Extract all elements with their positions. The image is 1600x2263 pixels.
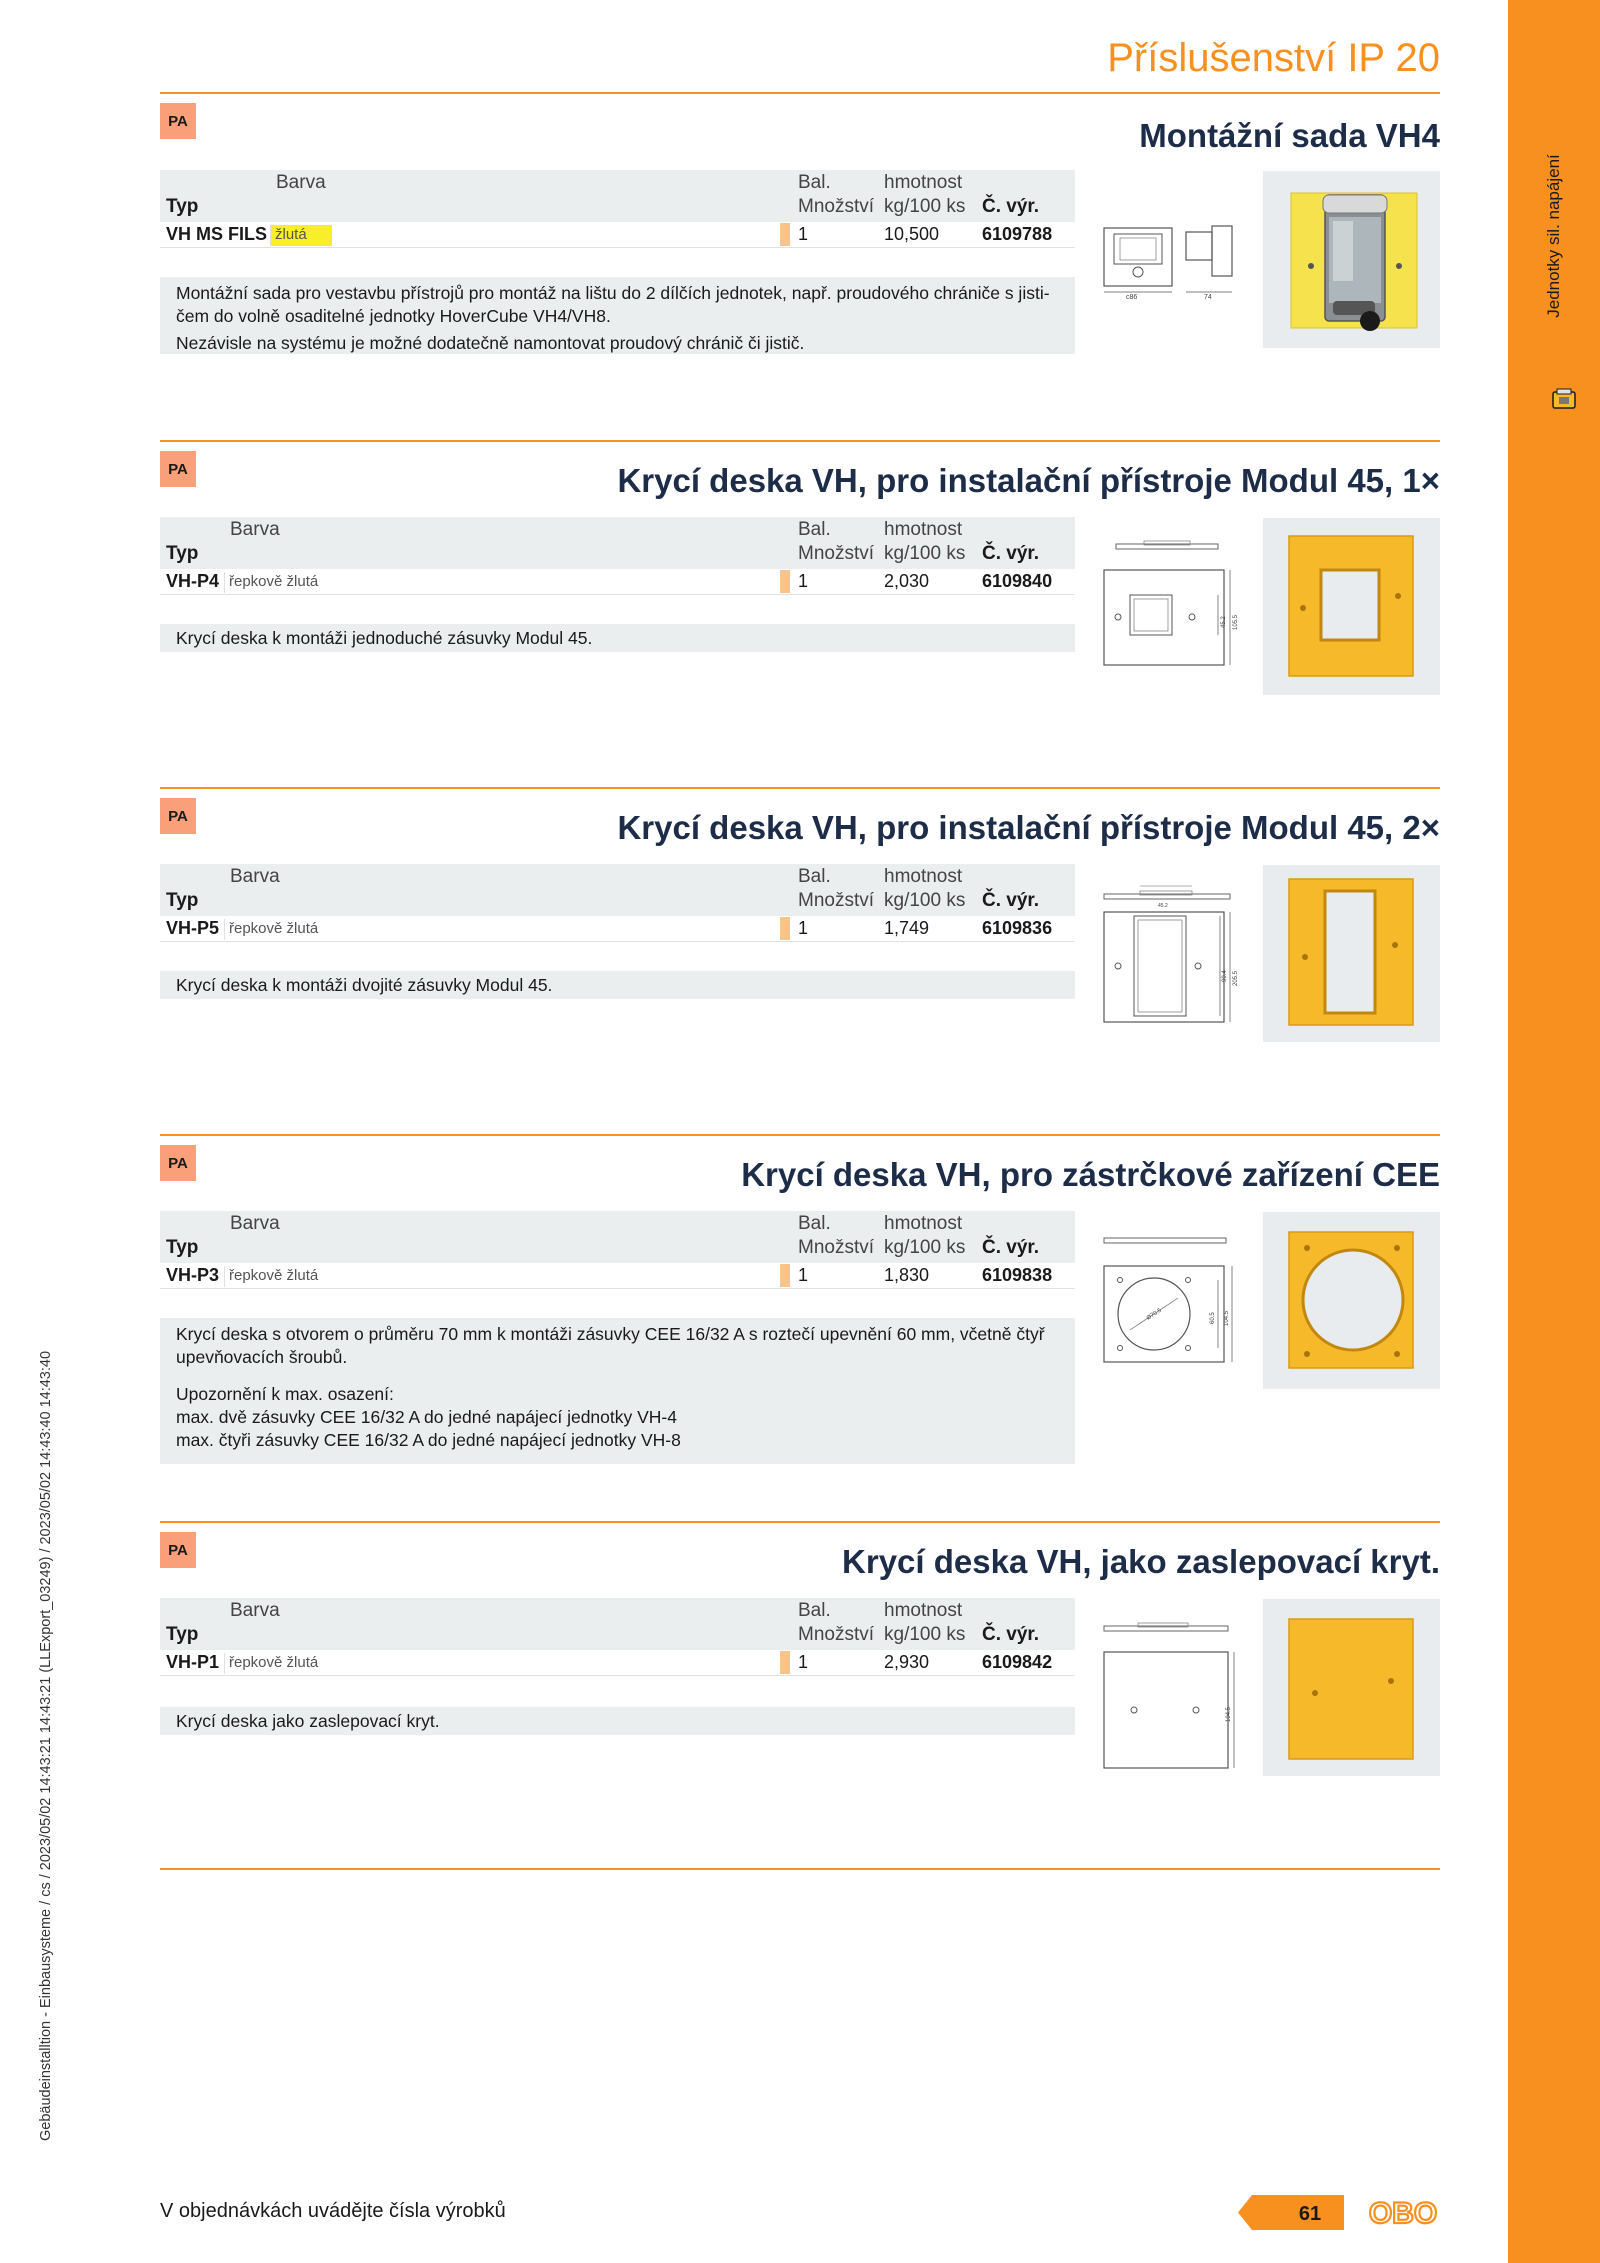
print-metadata: Gebäudeinstalltion - Einbausysteme / cs / 2023/05/02 14:43:21 14:43:21 (LLExport_03249) / 2023/05/02 14:43:40 14:43:40 [38, 1350, 54, 2142]
header-barva: Barva [230, 1600, 280, 1621]
page-number-badge [1238, 2195, 1344, 2230]
product-description [160, 277, 1075, 354]
product-description [160, 1318, 1075, 1464]
row-cislo: 6109840 [982, 571, 1053, 591]
top-divider [160, 92, 1440, 94]
dimension-label: 104.5 [1226, 1706, 1232, 1722]
product-section-vh4 [160, 95, 1440, 355]
dimension-label: 60.5 [1210, 1312, 1216, 1324]
description-line: Krycí deska s otvorem o průměru 70 mm k montáži zásuvky CEE 16/32 A s roztečí upevnění 60 mm, včetně čtyř upevňovacích šroubů. [176, 1324, 1045, 1367]
page-number: 61 [1298, 2203, 1322, 2225]
header-mnozstvi: Množství [798, 196, 875, 217]
header-typ: Typ [166, 196, 199, 217]
section-title: Montážní sada VH4 [1139, 117, 1440, 154]
pa-badge: PA [160, 1532, 196, 1568]
technical-drawing [1100, 882, 1240, 1032]
product-description [160, 624, 1075, 652]
header-kg: kg/100 ks [884, 890, 966, 911]
header-bal: Bal. [798, 866, 831, 887]
technical-drawing [1100, 220, 1240, 300]
row-typ: VH-P5 [166, 918, 220, 938]
header-bal: Bal. [798, 172, 831, 193]
header-typ: Typ [166, 1237, 199, 1258]
pa-badge: PA [160, 1145, 196, 1181]
header-bal: Bal. [798, 1213, 831, 1234]
product-section-vh-p5 [160, 787, 1440, 1047]
dimension-label: 205.5 [1233, 970, 1239, 986]
power-unit-icon [1551, 388, 1577, 410]
technical-drawing [1100, 1622, 1240, 1772]
header-cislo: Č. výr. [982, 543, 1040, 564]
header-kg: kg/100 ks [884, 1237, 966, 1258]
side-category-label: Jednotky sil. napájení [1544, 154, 1563, 318]
row-typ: VH-P1 [166, 1652, 220, 1672]
table-row [160, 569, 1075, 595]
row-barva: řepkově žlutá [224, 1653, 322, 1674]
row-typ: VH MS FILS [166, 224, 268, 244]
section-title: Krycí deska VH, jako zaslepovací kryt. [842, 1543, 1440, 1580]
obo-logo [1364, 2192, 1442, 2232]
row-bal: 1 [798, 1652, 809, 1672]
technical-drawing [1100, 540, 1240, 675]
description-line: Krycí deska k montáži dvojité zásuvky Modul 45. [176, 975, 553, 995]
product-description [160, 971, 1075, 999]
dimension-label: 45.2 [1158, 903, 1168, 909]
dimension-label: c86 [1126, 294, 1138, 300]
header-barva: Barva [230, 519, 280, 540]
row-hmotnost: 1,830 [884, 1265, 930, 1285]
header-cislo: Č. výr. [982, 890, 1040, 911]
row-cislo: 6109842 [982, 1652, 1053, 1672]
row-hmotnost: 10,500 [884, 224, 940, 244]
page-title: Příslušenství IP 20 [1107, 36, 1440, 80]
table-row [160, 916, 1075, 942]
dimension-label: 90.4 [1222, 970, 1228, 982]
row-marker [780, 223, 790, 246]
product-table [160, 864, 1075, 942]
section-divider [160, 1521, 1440, 1523]
header-barva: Barva [276, 172, 326, 193]
header-hmotnost: hmotnost [884, 519, 963, 540]
description-line: Nezávisle na systému je možné dodatečně namontovat proudový chránič či jistič. [176, 333, 805, 353]
row-hmotnost: 2,030 [884, 571, 930, 591]
row-bal: 1 [798, 571, 809, 591]
header-mnozstvi: Množství [798, 1237, 875, 1258]
header-typ: Typ [166, 890, 199, 911]
row-bal: 1 [798, 918, 809, 938]
header-hmotnost: hmotnost [884, 866, 963, 887]
product-photo [1263, 1599, 1440, 1776]
description-line: Krycí deska k montáži jednoduché zásuvky Modul 45. [176, 628, 593, 648]
header-hmotnost: hmotnost [884, 1600, 963, 1621]
description-line: max. čtyři zásuvky CEE 16/32 A do jedné napájecí jednotky VH-8 [176, 1430, 681, 1450]
row-bal: 1 [798, 1265, 809, 1285]
pa-badge: PA [160, 451, 196, 487]
header-cislo: Č. výr. [982, 1237, 1040, 1258]
table-header [160, 864, 1075, 916]
row-cislo: 6109838 [982, 1265, 1053, 1285]
table-row [160, 222, 1075, 248]
side-bar [1508, 0, 1600, 2263]
description-line: Krycí deska jako zaslepovací kryt. [176, 1711, 440, 1731]
product-table [160, 517, 1075, 595]
dimension-label: 104.5 [1224, 1310, 1230, 1326]
technical-drawing [1100, 1234, 1240, 1369]
pa-badge: PA [160, 798, 196, 834]
section-divider [160, 1134, 1440, 1136]
section-title: Krycí deska VH, pro instalační přístroje Modul 45, 1× [617, 462, 1440, 499]
dimension-label: 74 [1204, 294, 1212, 300]
row-marker [780, 570, 790, 593]
product-section-vh-p4 [160, 440, 1440, 700]
pa-badge: PA [160, 103, 196, 139]
header-hmotnost: hmotnost [884, 1213, 963, 1234]
header-kg: kg/100 ks [884, 1624, 966, 1645]
section-divider [160, 787, 1440, 789]
description-line [176, 1369, 1059, 1383]
product-photo [1263, 1212, 1440, 1389]
product-photo [1263, 518, 1440, 695]
header-cislo: Č. výr. [982, 1624, 1040, 1645]
product-photo [1263, 171, 1440, 348]
row-cislo: 6109788 [982, 224, 1053, 244]
table-header [160, 1211, 1075, 1263]
section-title: Krycí deska VH, pro zástrčkové zařízení CEE [741, 1156, 1440, 1193]
row-bal: 1 [798, 224, 809, 244]
header-mnozstvi: Množství [798, 890, 875, 911]
bottom-divider [160, 1868, 1440, 1870]
dimension-label: 105.5 [1233, 614, 1239, 630]
product-description [160, 1707, 1075, 1735]
header-barva: Barva [230, 866, 280, 887]
product-table [160, 170, 1075, 248]
section-title: Krycí deska VH, pro instalační přístroje Modul 45, 2× [617, 809, 1440, 846]
description-line: max. dvě zásuvky CEE 16/32 A do jedné napájecí jednotky VH-4 [176, 1407, 677, 1427]
row-typ: VH-P3 [166, 1265, 220, 1285]
table-row [160, 1263, 1075, 1289]
header-kg: kg/100 ks [884, 196, 966, 217]
header-kg: kg/100 ks [884, 543, 966, 564]
dimension-label: Ø70.5 [1145, 1307, 1163, 1322]
header-mnozstvi: Množství [798, 543, 875, 564]
header-cislo: Č. výr. [982, 196, 1040, 217]
product-table [160, 1598, 1075, 1676]
description-line: Montážní sada pro vestavbu přístrojů pro montáž na lištu do 2 dílčích jednotek, např. proudového chrániče s jisti-čem do volně osaditelné jednotky HoverCube VH4/VH8. [176, 283, 1050, 326]
header-mnozstvi: Množství [798, 1624, 875, 1645]
row-marker [780, 1651, 790, 1674]
row-marker [780, 1264, 790, 1287]
header-barva: Barva [230, 1213, 280, 1234]
section-divider [160, 440, 1440, 442]
product-section-vh-p3 [160, 1134, 1440, 1464]
footer-note: V objednávkách uvádějte čísla výrobků [160, 2200, 506, 2222]
header-hmotnost: hmotnost [884, 172, 963, 193]
row-hmotnost: 1,749 [884, 918, 930, 938]
row-hmotnost: 2,930 [884, 1652, 930, 1672]
header-bal: Bal. [798, 1600, 831, 1621]
table-header [160, 1598, 1075, 1650]
product-table [160, 1211, 1075, 1289]
product-photo [1263, 865, 1440, 1042]
table-header [160, 517, 1075, 569]
row-typ: VH-P4 [166, 571, 220, 591]
header-typ: Typ [166, 1624, 199, 1645]
row-barva: řepkově žlutá [224, 919, 322, 940]
table-row [160, 1650, 1075, 1676]
row-cislo: 6109836 [982, 918, 1053, 938]
table-header [160, 170, 1075, 222]
dimension-label: 45.2 [1221, 616, 1227, 628]
row-barva: řepkově žlutá [224, 1266, 322, 1287]
description-line: Upozornění k max. osazení: [176, 1384, 394, 1404]
row-barva: řepkově žlutá [224, 572, 322, 593]
header-bal: Bal. [798, 519, 831, 540]
header-typ: Typ [166, 543, 199, 564]
row-barva: žlutá [270, 225, 332, 246]
logo-text: OBO [1368, 2197, 1438, 2230]
row-marker [780, 917, 790, 940]
product-section-vh-p1 [160, 1521, 1440, 1781]
